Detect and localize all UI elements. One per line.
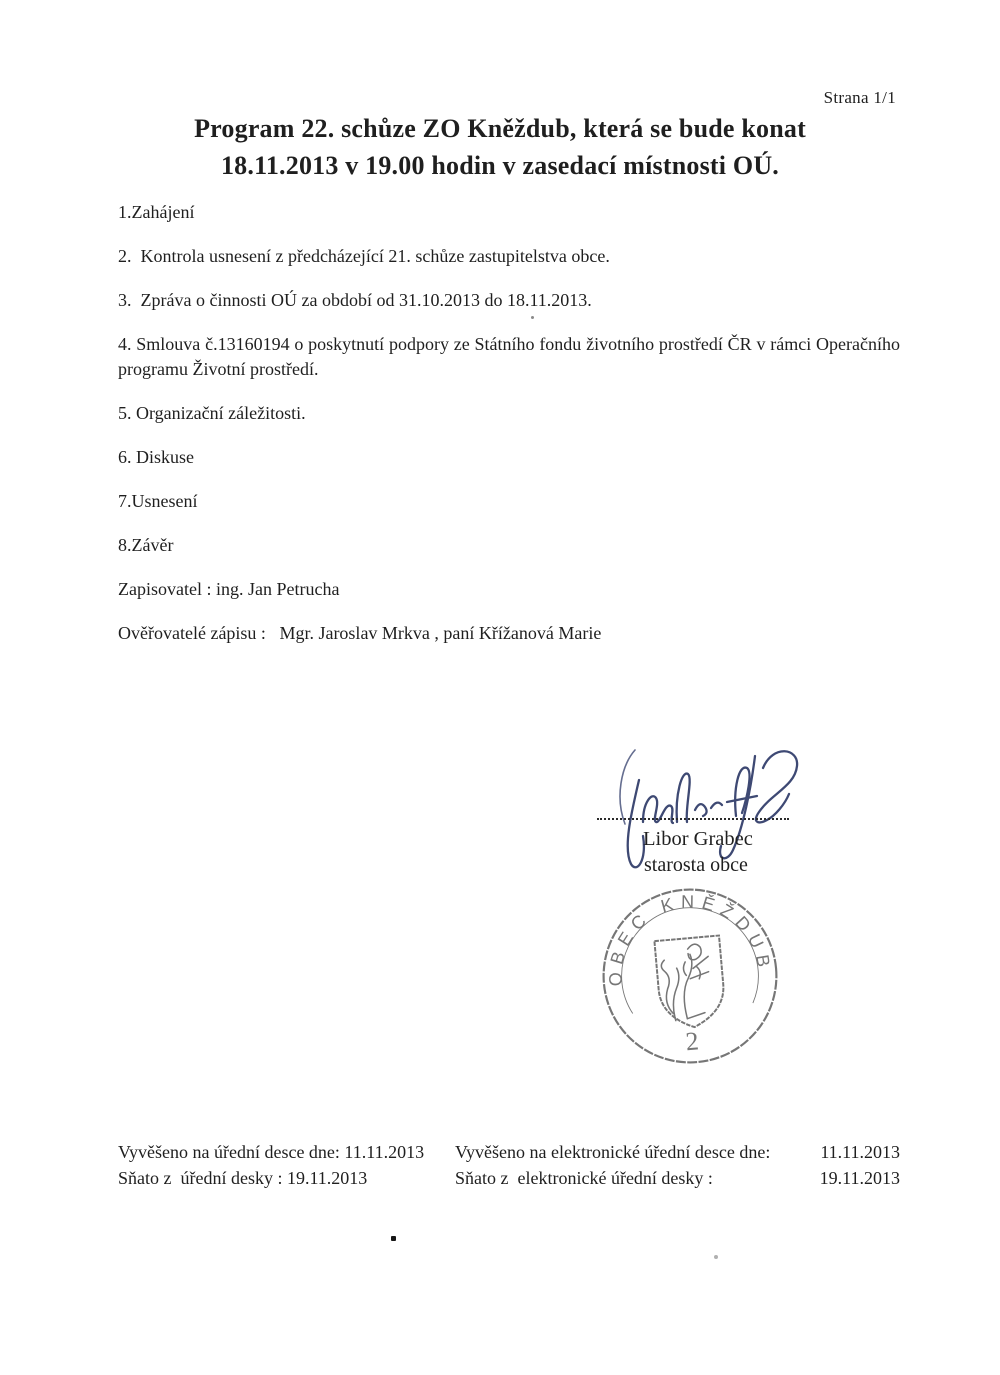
page-number-label: Strana 1/1 <box>823 88 896 107</box>
document-title-line2: 18.11.2013 v 19.00 hodin v zasedací místnosti OÚ. <box>220 151 779 180</box>
signatory-name: Libor Grabec <box>643 828 753 850</box>
document-title <box>60 110 940 184</box>
agenda-item-2: 2. Kontrola usnesení z předcházející 21. schůze zastupitelstva obce. <box>118 246 610 266</box>
posting-row-physical <box>118 1139 900 1165</box>
removed-electronic-date: 19.11.2013 <box>819 1168 900 1188</box>
agenda-item-4: 4. Smlouva č.13160194 o poskytnutí podpory ze Státního fondu životního prostředí ČR v rámci Operačního programu Životní prostředí. <box>118 334 900 379</box>
removed-electronic-label: Sňato z elektronické úřední desky : <box>455 1168 713 1188</box>
agenda-item-8: 8.Závěr <box>118 535 174 555</box>
removed-physical-label: Sňato z úřední desky : 19.11.2013 <box>118 1168 368 1188</box>
agenda-item-1: 1.Zahájení <box>118 202 195 222</box>
posted-electronic-label: Vyvěšeno na elektronické úřední desce dne: <box>455 1142 771 1162</box>
stamp-number: 2 <box>684 1026 700 1057</box>
posted-physical-label: Vyvěšeno na úřední desce dne: 11.11.2013 <box>118 1142 425 1162</box>
svg-text:OBEC KNĚŽDUB <box>598 884 775 988</box>
posting-row-removed <box>118 1165 900 1191</box>
stamp-seal-icon <box>592 878 787 1073</box>
signature-block <box>597 736 807 886</box>
scan-speck <box>531 316 534 319</box>
recorder-line: Zapisovatel : ing. Jan Petrucha <box>118 579 340 599</box>
stamp-text: OBEC KNĚŽDUB <box>605 891 775 987</box>
scan-speck <box>714 1255 718 1259</box>
agenda-item-5: 5. Organizační záležitosti. <box>118 403 306 423</box>
posted-electronic-date: 11.11.2013 <box>820 1142 900 1162</box>
agenda-list <box>118 200 900 665</box>
verifiers-line: Ověřovatelé zápisu : Mgr. Jaroslav Mrkva , paní Křížanová Marie <box>118 623 602 643</box>
agenda-item-6: 6. Diskuse <box>118 447 194 467</box>
agenda-item-7: 7.Usnesení <box>118 491 198 511</box>
document-title-line1: Program 22. schůze ZO Kněždub, která se bude konat <box>194 114 806 143</box>
posting-dates-footer <box>118 1139 900 1191</box>
signatory-role: starosta obce <box>644 854 748 876</box>
signature-dotted-line <box>597 818 789 820</box>
municipal-stamp <box>592 878 787 1073</box>
agenda-item-3: 3. Zpráva o činnosti OÚ za období od 31.10.2013 do 18.11.2013. <box>118 290 592 310</box>
scan-speck <box>391 1236 396 1241</box>
